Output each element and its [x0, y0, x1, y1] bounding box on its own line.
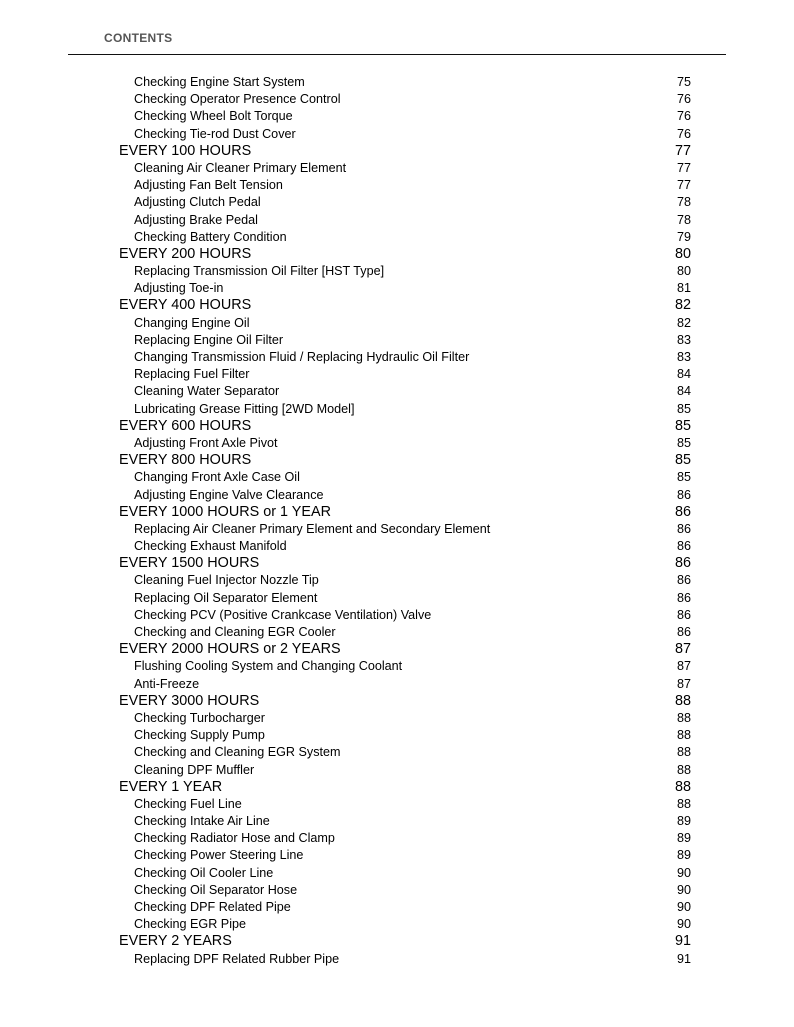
toc-entry[interactable]: [134, 676, 691, 693]
toc-entry-title: Cleaning Water Separator: [134, 384, 280, 399]
toc-entry-page-number: 77: [674, 142, 691, 159]
toc-entry-title: EVERY 3000 HOURS: [119, 692, 260, 709]
toc-entry[interactable]: [134, 882, 691, 899]
toc-entry-page-number: 90: [676, 917, 691, 932]
toc-entry-title: EVERY 1000 HOURS or 1 YEAR: [119, 503, 331, 520]
toc-entry[interactable]: [134, 280, 691, 297]
toc-entry-page-number: 81: [676, 281, 691, 296]
toc-entry-page-number: 88: [676, 710, 691, 725]
toc-entry-page-number: 78: [676, 212, 691, 227]
toc-entry-page-number: 85: [676, 401, 691, 416]
toc-entry-title: Adjusting Toe-in: [134, 281, 224, 296]
toc-entry-title: Checking Tie-rod Dust Cover: [134, 126, 296, 141]
toc-entry[interactable]: [134, 624, 691, 641]
toc-entry-title: Checking EGR Pipe: [134, 917, 246, 932]
toc-entry[interactable]: [134, 951, 691, 968]
toc-entry[interactable]: [134, 813, 691, 830]
toc-entry-title: Checking Fuel Line: [134, 796, 242, 811]
toc-entry-title: Checking Wheel Bolt Torque: [134, 109, 293, 124]
toc-entry-title: Replacing Engine Oil Filter: [134, 332, 284, 347]
toc-entry-page-number: 91: [674, 933, 691, 950]
toc-entry-title: Checking and Cleaning EGR Cooler: [134, 625, 336, 639]
toc-entry-page-number: 85: [674, 452, 691, 469]
toc-entry-title: Adjusting Front Axle Pivot: [134, 435, 278, 450]
toc-entry[interactable]: [134, 126, 691, 143]
toc-entry[interactable]: [134, 710, 691, 727]
toc-entry-title: Anti-Freeze: [134, 676, 200, 691]
toc-entry-title: Adjusting Fan Belt Tension: [134, 178, 283, 193]
toc-entry-title: EVERY 1500 HOURS: [119, 555, 260, 572]
toc-entry-title: Lubricating Grease Fitting [2WD Model]: [134, 401, 355, 416]
toc-entry-page-number: 86: [676, 573, 691, 588]
toc-entry[interactable]: [134, 194, 691, 211]
toc-entry[interactable]: [134, 401, 691, 418]
toc-entry-title: Replacing Oil Separator Element: [134, 590, 318, 605]
toc-section-entry[interactable]: [119, 779, 691, 796]
toc-entry-title: Changing Transmission Fluid / Replacing Hydraulic Oil Filter: [134, 350, 470, 364]
toc-entry-page-number: 86: [676, 539, 691, 554]
toc-entry-title: Replacing DPF Related Rubber Pipe: [134, 951, 340, 966]
toc-entry-title: EVERY 200 HOURS: [119, 245, 252, 262]
toc-entry[interactable]: [134, 830, 691, 847]
toc-entry-page-number: 87: [676, 676, 691, 691]
toc-entry-page-number: 84: [676, 384, 691, 399]
toc-entry-title: Replacing Transmission Oil Filter [HST Type]: [134, 264, 385, 279]
toc-entry-title: Cleaning Air Cleaner Primary Element: [134, 160, 347, 175]
toc-entry-page-number: 87: [674, 641, 691, 658]
toc-entry-title: Checking PCV (Positive Crankcase Ventilation) Valve: [134, 607, 432, 622]
toc-entry[interactable]: [134, 349, 691, 366]
toc-section-entry[interactable]: [119, 246, 691, 263]
toc-entry-page-number: 89: [676, 814, 691, 829]
toc-section-entry[interactable]: [119, 641, 691, 658]
toc-entry-page-number: 89: [676, 848, 691, 863]
toc-entry-title: Checking Exhaust Manifold: [134, 539, 287, 554]
toc-entry-title: Checking and Cleaning EGR System: [134, 745, 341, 760]
toc-entry-title: Checking Oil Cooler Line: [134, 865, 274, 880]
toc-entry-page-number: 88: [676, 745, 691, 760]
toc-entry-page-number: 91: [676, 951, 691, 966]
toc-entry-title: Checking Power Steering Line: [134, 848, 304, 863]
toc-entry[interactable]: [134, 383, 691, 400]
toc-entry-page-number: 90: [676, 865, 691, 880]
toc-entry-page-number: 78: [676, 195, 691, 210]
toc-entry-title: Checking Oil Separator Hose: [134, 882, 298, 897]
toc-entry-page-number: 86: [674, 503, 691, 520]
toc-entry-page-number: 82: [674, 297, 691, 314]
toc-entry-page-number: 90: [676, 900, 691, 914]
toc-entry-page-number: 77: [676, 178, 691, 193]
toc-entry-title: Checking Battery Condition: [134, 229, 287, 244]
toc-entry[interactable]: [134, 796, 691, 813]
toc-entry-title: Checking Engine Start System: [134, 75, 305, 89]
toc-entry-title: Checking Supply Pump: [134, 728, 265, 743]
toc-section-entry[interactable]: [119, 297, 691, 314]
toc-entry-page-number: 88: [674, 778, 691, 795]
toc-entry[interactable]: [134, 572, 691, 589]
toc-entry-page-number: 77: [676, 160, 691, 175]
toc-entry[interactable]: [134, 916, 691, 933]
toc-entry-title: EVERY 2 YEARS: [119, 933, 232, 950]
toc-entry-page-number: 90: [676, 882, 691, 897]
toc-entry[interactable]: [134, 847, 691, 864]
toc-entry-page-number: 88: [674, 692, 691, 709]
toc-entry-title: Cleaning Fuel Injector Nozzle Tip: [134, 573, 319, 588]
toc-section-entry[interactable]: [119, 418, 691, 435]
toc-section-entry[interactable]: [119, 504, 691, 521]
toc-entry[interactable]: [134, 366, 691, 383]
toc-section-entry[interactable]: [119, 693, 691, 710]
toc-entry[interactable]: [134, 487, 691, 504]
toc-section-entry[interactable]: [119, 555, 691, 572]
toc-entry[interactable]: [134, 160, 691, 177]
toc-entry-title: Changing Front Axle Case Oil: [134, 470, 300, 485]
toc-entry[interactable]: [134, 229, 691, 246]
toc-section-entry[interactable]: [119, 933, 691, 950]
page-header-title: CONTENTS: [104, 31, 173, 45]
toc-entry[interactable]: [134, 212, 691, 229]
toc-entry-page-number: 86: [674, 555, 691, 572]
toc-section-entry[interactable]: [119, 143, 691, 160]
toc-entry[interactable]: [134, 435, 691, 452]
toc-entry-page-number: 76: [676, 92, 691, 107]
toc-entry-title: EVERY 100 HOURS: [119, 142, 252, 159]
toc-entry[interactable]: [134, 263, 691, 280]
toc-entry-page-number: 88: [676, 796, 691, 811]
toc-entry[interactable]: [134, 177, 691, 194]
toc-entry-title: Replacing Fuel Filter: [134, 367, 250, 382]
toc-entry-page-number: 82: [676, 315, 691, 330]
toc-entry[interactable]: [134, 315, 691, 332]
toc-entry-page-number: 80: [676, 264, 691, 279]
toc-entry-title: Checking Operator Presence Control: [134, 92, 341, 107]
toc-entry-title: Checking Radiator Hose and Clamp: [134, 831, 335, 846]
toc-entry-page-number: 86: [676, 590, 691, 605]
toc-entry-title: EVERY 600 HOURS: [119, 417, 252, 434]
table-of-contents: [0, 74, 794, 968]
toc-entry-page-number: 85: [676, 470, 691, 485]
toc-entry-page-number: 86: [676, 625, 691, 639]
toc-entry[interactable]: [134, 108, 691, 125]
toc-entry-page-number: 85: [676, 435, 691, 450]
toc-entry-title: Replacing Air Cleaner Primary Element and Secondary Element: [134, 521, 491, 536]
toc-entry-page-number: 84: [676, 367, 691, 382]
toc-entry-title: Changing Engine Oil: [134, 315, 250, 330]
toc-entry-page-number: 75: [676, 75, 691, 89]
toc-section-entry[interactable]: [119, 452, 691, 469]
toc-entry-title: EVERY 400 HOURS: [119, 297, 252, 314]
toc-entry[interactable]: [134, 469, 691, 486]
toc-entry-title: Checking DPF Related Pipe: [134, 900, 291, 914]
toc-entry-title: EVERY 2000 HOURS or 2 YEARS: [119, 641, 341, 658]
toc-entry[interactable]: [134, 762, 691, 779]
toc-entry[interactable]: [134, 744, 691, 761]
header-divider: [68, 54, 726, 55]
toc-entry-page-number: 85: [674, 417, 691, 434]
toc-entry-title: Checking Turbocharger: [134, 710, 265, 725]
toc-entry-page-number: 88: [676, 728, 691, 743]
toc-entry[interactable]: [134, 521, 691, 538]
toc-entry-page-number: 86: [676, 607, 691, 622]
toc-entry-page-number: 88: [676, 762, 691, 777]
toc-entry[interactable]: [134, 538, 691, 555]
toc-entry[interactable]: [134, 74, 691, 91]
toc-entry-page-number: 76: [676, 126, 691, 141]
toc-entry-page-number: 80: [674, 245, 691, 262]
toc-entry-title: Adjusting Engine Valve Clearance: [134, 487, 324, 502]
toc-entry[interactable]: [134, 865, 691, 882]
toc-entry-page-number: 76: [676, 109, 691, 124]
toc-entry-page-number: 83: [676, 332, 691, 347]
toc-entry[interactable]: [134, 658, 691, 675]
toc-entry[interactable]: [134, 607, 691, 624]
toc-entry-title: Cleaning DPF Muffler: [134, 762, 255, 777]
toc-entry[interactable]: [134, 899, 691, 916]
toc-entry[interactable]: [134, 590, 691, 607]
toc-entry-title: Checking Intake Air Line: [134, 814, 270, 829]
toc-entry-title: EVERY 1 YEAR: [119, 778, 223, 795]
toc-entry-page-number: 83: [676, 350, 691, 364]
toc-entry[interactable]: [134, 332, 691, 349]
toc-entry-title: Adjusting Clutch Pedal: [134, 195, 261, 210]
toc-entry-title: Flushing Cooling System and Changing Coolant: [134, 659, 403, 674]
toc-entry-title: Adjusting Brake Pedal: [134, 212, 258, 227]
toc-entry-page-number: 86: [676, 521, 691, 536]
toc-entry-page-number: 86: [676, 487, 691, 502]
toc-entry-page-number: 79: [676, 229, 691, 244]
toc-entry-page-number: 89: [676, 831, 691, 846]
toc-entry[interactable]: [134, 727, 691, 744]
toc-entry-title: EVERY 800 HOURS: [119, 452, 252, 469]
toc-entry[interactable]: [134, 91, 691, 108]
toc-entry-page-number: 87: [676, 659, 691, 674]
